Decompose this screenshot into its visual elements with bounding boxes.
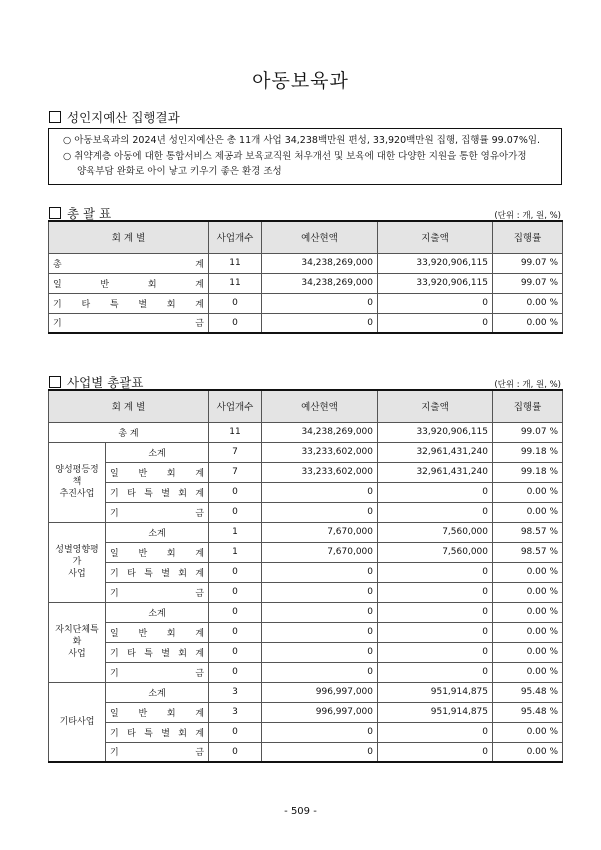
section-heading-text: 총 괄 표 xyxy=(67,206,112,221)
table-row xyxy=(49,462,563,482)
rate-cell: 0.00 % xyxy=(493,642,563,662)
budget-cell: 7,670,000 xyxy=(262,542,378,562)
budget-cell: 0 xyxy=(262,742,378,762)
account-label: 일 반 회 계 xyxy=(49,273,209,293)
count-cell: 0 xyxy=(209,562,262,582)
account-label: 기 금 xyxy=(106,502,209,522)
account-label: 기 금 xyxy=(106,742,209,762)
budget-cell: 33,233,602,000 xyxy=(262,442,378,462)
spent-cell: 0 xyxy=(378,502,493,522)
rate-cell: 99.07 % xyxy=(493,273,563,293)
spent-cell: 951,914,875 xyxy=(378,682,493,702)
spent-cell: 0 xyxy=(378,602,493,622)
spent-cell: 0 xyxy=(378,642,493,662)
spent-cell: 0 xyxy=(378,742,493,762)
rate-cell: 0.00 % xyxy=(493,293,563,313)
column-header: 사업개수 xyxy=(209,390,262,422)
column-header: 예산현액 xyxy=(262,390,378,422)
project-group-name: 자치단체특화 사업 xyxy=(49,602,106,682)
unit-note: (단위 : 개, 원, %) xyxy=(494,380,561,390)
count-cell: 0 xyxy=(209,502,262,522)
spent-cell: 0 xyxy=(378,562,493,582)
budget-cell: 0 xyxy=(262,562,378,582)
spent-cell: 33,920,906,115 xyxy=(378,253,493,273)
table-row xyxy=(49,542,563,562)
account-label: 소계 xyxy=(106,682,209,702)
count-cell: 1 xyxy=(209,542,262,562)
budget-cell: 0 xyxy=(262,313,378,333)
spent-cell: 33,920,906,115 xyxy=(378,422,493,442)
column-header: 지출액 xyxy=(378,390,493,422)
count-cell: 0 xyxy=(209,622,262,642)
count-cell: 1 xyxy=(209,522,262,542)
account-label: 기 금 xyxy=(49,313,209,333)
table-row xyxy=(49,722,563,742)
summary-line: ○ 취약계층 아동에 대한 통합서비스 제공과 보육교직원 처우개선 및 보육에 대한 다양한 지원을 통한 영유아가정 xyxy=(63,150,527,162)
spent-cell: 0 xyxy=(378,313,493,333)
column-header: 집행률 xyxy=(493,390,563,422)
column-header: 집행률 xyxy=(493,221,563,253)
table-row xyxy=(49,662,563,682)
column-header: 지출액 xyxy=(378,221,493,253)
project-table xyxy=(48,389,563,763)
budget-cell: 0 xyxy=(262,642,378,662)
overview-table xyxy=(48,220,563,334)
spent-cell: 0 xyxy=(378,582,493,602)
budget-cell: 0 xyxy=(262,602,378,622)
budget-cell: 0 xyxy=(262,482,378,502)
spent-cell: 0 xyxy=(378,662,493,682)
rate-cell: 95.48 % xyxy=(493,702,563,722)
budget-cell: 34,238,269,000 xyxy=(262,273,378,293)
table-row xyxy=(49,682,563,702)
summary-line: ○ 아동보육과의 2024년 성인지예산은 총 11개 사업 34,238백만원 편성, 33,920백만원 집행, 집행률 99.07%임. xyxy=(63,135,541,146)
account-label: 기 타 특 별 회 계 xyxy=(106,642,209,662)
summary-line: 양육부담 완화로 아이 낳고 키우기 좋은 환경 조성 xyxy=(77,166,282,177)
rate-cell: 0.00 % xyxy=(493,562,563,582)
count-cell: 0 xyxy=(209,662,262,682)
count-cell: 0 xyxy=(209,642,262,662)
rate-cell: 98.57 % xyxy=(493,522,563,542)
rate-cell: 0.00 % xyxy=(493,722,563,742)
count-cell: 7 xyxy=(209,462,262,482)
account-label: 소계 xyxy=(106,442,209,462)
budget-cell: 0 xyxy=(262,622,378,642)
rate-cell: 99.18 % xyxy=(493,442,563,462)
rate-cell: 99.18 % xyxy=(493,462,563,482)
table-row xyxy=(49,502,563,522)
count-cell: 0 xyxy=(209,293,262,313)
rate-cell: 0.00 % xyxy=(493,502,563,522)
table-header-row xyxy=(49,390,563,422)
rate-cell: 0.00 % xyxy=(493,602,563,622)
rate-cell: 99.07 % xyxy=(493,422,563,442)
project-group-name: 성별영향평가 사업 xyxy=(49,522,106,602)
spent-cell: 32,961,431,240 xyxy=(378,462,493,482)
square-bullet-icon xyxy=(49,207,61,219)
budget-cell: 0 xyxy=(262,293,378,313)
budget-cell: 34,238,269,000 xyxy=(262,253,378,273)
rate-cell: 95.48 % xyxy=(493,682,563,702)
table-header-row xyxy=(49,221,563,253)
page-number: - 509 - xyxy=(284,806,317,817)
square-bullet-icon xyxy=(49,111,61,123)
table-row xyxy=(49,442,563,462)
budget-cell: 0 xyxy=(262,662,378,682)
table-row-total xyxy=(49,422,563,442)
rate-cell: 0.00 % xyxy=(493,742,563,762)
account-label: 일 반 회 계 xyxy=(106,622,209,642)
table-row xyxy=(49,273,563,293)
rate-cell: 0.00 % xyxy=(493,622,563,642)
budget-cell: 0 xyxy=(262,722,378,742)
budget-cell: 996,997,000 xyxy=(262,702,378,722)
account-label: 일 반 회 계 xyxy=(106,702,209,722)
square-bullet-icon xyxy=(49,376,61,388)
rate-cell: 0.00 % xyxy=(493,662,563,682)
account-label: 기 타 특 별 회 계 xyxy=(106,722,209,742)
account-label: 기 타 특 별 회 계 xyxy=(106,482,209,502)
account-label: 기 금 xyxy=(106,662,209,682)
budget-cell: 33,233,602,000 xyxy=(262,462,378,482)
project-group-name: 기타사업 xyxy=(49,682,106,762)
count-cell: 11 xyxy=(209,253,262,273)
budget-cell: 0 xyxy=(262,582,378,602)
table-row xyxy=(49,582,563,602)
table-row xyxy=(49,253,563,273)
count-cell: 0 xyxy=(209,742,262,762)
count-cell: 0 xyxy=(209,602,262,622)
section-heading-results xyxy=(49,108,180,126)
table-row xyxy=(49,313,563,333)
unit-note: (단위 : 개, 원, %) xyxy=(494,211,561,221)
spent-cell: 7,560,000 xyxy=(378,522,493,542)
count-cell: 7 xyxy=(209,442,262,462)
section-heading-text: 성인지예산 집행결과 xyxy=(67,110,180,125)
table-row xyxy=(49,562,563,582)
count-cell: 0 xyxy=(209,313,262,333)
summary-box xyxy=(48,128,562,185)
budget-cell: 0 xyxy=(262,502,378,522)
section-heading-text: 사업별 총괄표 xyxy=(67,375,144,390)
column-header: 사업개수 xyxy=(209,221,262,253)
account-label: 일 반 회 계 xyxy=(106,462,209,482)
project-group-name: 양성평등정책 추진사업 xyxy=(49,442,106,522)
count-cell: 11 xyxy=(209,422,262,442)
rate-cell: 0.00 % xyxy=(493,482,563,502)
rate-cell: 98.57 % xyxy=(493,542,563,562)
table-row xyxy=(49,702,563,722)
account-label: 기 타 특 별 회 계 xyxy=(106,562,209,582)
account-label: 기 금 xyxy=(106,582,209,602)
spent-cell: 33,920,906,115 xyxy=(378,273,493,293)
account-label: 소계 xyxy=(106,602,209,622)
count-cell: 0 xyxy=(209,582,262,602)
spent-cell: 0 xyxy=(378,482,493,502)
table-row xyxy=(49,293,563,313)
account-label: 소계 xyxy=(106,522,209,542)
count-cell: 3 xyxy=(209,702,262,722)
account-label: 기 타 특 별 회 계 xyxy=(49,293,209,313)
rate-cell: 0.00 % xyxy=(493,582,563,602)
column-header: 예산현액 xyxy=(262,221,378,253)
count-cell: 0 xyxy=(209,482,262,502)
spent-cell: 0 xyxy=(378,622,493,642)
count-cell: 11 xyxy=(209,273,262,293)
budget-cell: 34,238,269,000 xyxy=(262,422,378,442)
spent-cell: 0 xyxy=(378,722,493,742)
table-row xyxy=(49,602,563,622)
account-label: 일 반 회 계 xyxy=(106,542,209,562)
total-label: 총 계 xyxy=(49,422,209,442)
spent-cell: 951,914,875 xyxy=(378,702,493,722)
table-row xyxy=(49,522,563,542)
column-header: 회 계 별 xyxy=(49,390,209,422)
rate-cell: 99.07 % xyxy=(493,253,563,273)
table-row xyxy=(49,642,563,662)
budget-cell: 996,997,000 xyxy=(262,682,378,702)
table-row xyxy=(49,482,563,502)
count-cell: 3 xyxy=(209,682,262,702)
budget-cell: 7,670,000 xyxy=(262,522,378,542)
count-cell: 0 xyxy=(209,722,262,742)
table-row xyxy=(49,742,563,762)
column-header: 회 계 별 xyxy=(49,221,209,253)
table-row xyxy=(49,622,563,642)
account-label: 총 계 xyxy=(49,253,209,273)
spent-cell: 0 xyxy=(378,293,493,313)
page-title: 아동보육과 xyxy=(252,70,349,92)
rate-cell: 0.00 % xyxy=(493,313,563,333)
spent-cell: 32,961,431,240 xyxy=(378,442,493,462)
spent-cell: 7,560,000 xyxy=(378,542,493,562)
